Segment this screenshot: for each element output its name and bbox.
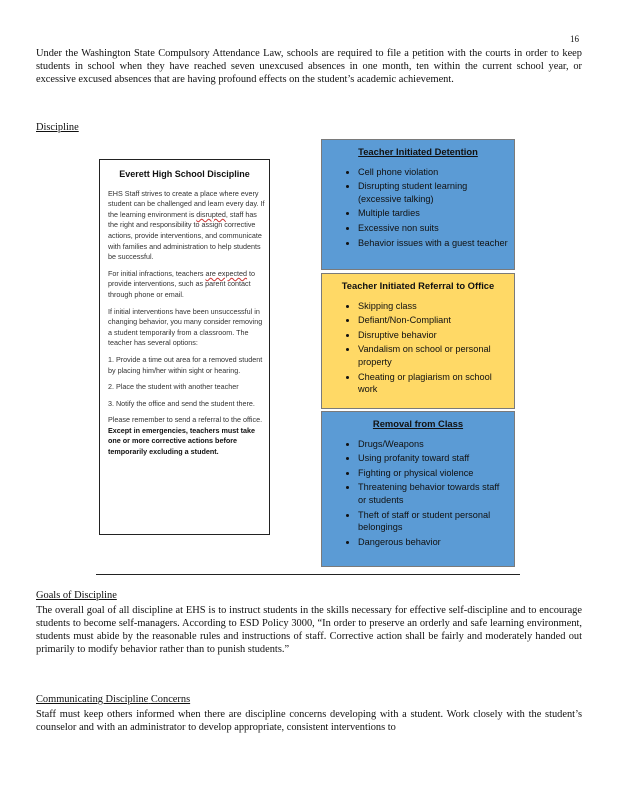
goals-heading (36, 590, 133, 601)
discipline-heading-text: Discipline (36, 122, 79, 133)
ehs-discipline-title: Everett High School Discipline (119, 169, 250, 179)
removal-panel-title: Removal from Class (372, 418, 464, 429)
list-item: • Behavior issues with a guest teacher (358, 237, 508, 250)
discipline-heading (36, 122, 95, 133)
option-2: 2. Place the student with another teacher (108, 382, 239, 392)
detention-panel-title: Teacher Initiated Detention (358, 146, 478, 157)
list-item: • Disrupting student learning (excessive talking) (358, 180, 508, 205)
list-item: • Excessive non suits (358, 222, 508, 235)
communicating-heading-a: Communicating Discipline (36, 694, 149, 705)
referral-reminder-text: Please remember to send a referral to the office. (108, 415, 263, 425)
intro-paragraph: Under the Washington State Compulsory Attendance Law, schools are required to file a petition with the courts in order to keep students in school when they have reached seven unexcused absences in one month, ten within the current school year, or excessive excused absences that are having profound effects on the student’s academic achievement. (36, 48, 582, 85)
option-3: 3. Notify the office and send the student there. (108, 398, 255, 408)
list-item: • Cheating or plagiarism on school work (358, 371, 508, 396)
list-item: • Theft of staff or student personal belongings (358, 509, 508, 534)
list-item: • Dangerous behavior (358, 536, 508, 549)
referral-list (322, 300, 514, 396)
referral-panel (321, 273, 515, 409)
infractions-post: to provide interventions, such as parent contact through phone or email. (108, 268, 256, 299)
list-item: • Disruptive behavior (358, 329, 508, 342)
goals-heading-a: Goals of (36, 590, 72, 601)
list-item: • Multiple tardies (358, 207, 508, 220)
ehs-intro-pre: EHS Staff strives to create a place where every student can be challenged and learn every day. If the learning environment is (108, 188, 265, 219)
list-item: • Using profanity toward staff (358, 452, 508, 465)
goals-paragraph: The overall goal of all discipline at EHS is to instruct students in the skills necessary for effective self-discipline and to encourage students to become self-managers. According to ESD Policy 3000, “In order to preserve an orderly and safe learning environment, students must abide by the reasonable rules and instructions of staff. Corrective action shall be fairly and moderately handed out primarily to modify behavior rather than to punish students.” (36, 605, 582, 655)
list-item: • Fighting or physical violence (358, 467, 508, 480)
list-item: • Defiant/Non-Compliant (358, 314, 508, 327)
referral-panel-title: Teacher Initiated Referral to Office (341, 280, 495, 291)
section-divider (96, 574, 520, 575)
infractions-squiggle: are expected (205, 268, 248, 278)
referral-reminder (108, 415, 265, 457)
ehs-discipline-box (99, 159, 270, 535)
list-item: • Cell phone violation (358, 166, 508, 179)
removal-panel (321, 411, 515, 567)
ehs-intro-post: , staff has the right and responsibility to assign corrective actions, provide interventions, and communicate with families and administration to help students be successful. (108, 209, 262, 262)
goals-heading-b: Discipline (74, 590, 117, 601)
option-1: 1. Provide a time out area for a removed student by placing him/her within sight or hearing. (108, 354, 263, 375)
initial-infractions-text (108, 269, 265, 301)
page-number: 16 (570, 34, 579, 44)
ehs-intro-squiggle: disrupted (196, 209, 226, 219)
list-item: • Drugs/Weapons (358, 438, 508, 451)
detention-list (322, 166, 514, 250)
referral-reminder-strong: Except in emergencies, teachers must take one or more corrective actions before temporarily excluding a student. (108, 425, 256, 457)
ehs-intro-text (108, 189, 265, 263)
unsuccessful-interventions-text: If initial interventions have been unsuccessful in changing behavior, you many consider removing a student temporarily from a classroom. The teacher has several options: (108, 306, 263, 348)
list-item: • Skipping class (358, 300, 508, 313)
detention-panel (321, 139, 515, 270)
communicating-heading (36, 694, 206, 705)
communicating-heading-b: Concerns (150, 694, 191, 705)
list-item: • Threatening behavior towards staff or students (358, 481, 508, 506)
communicating-paragraph: Staff must keep others informed when there are discipline concerns developing with a student. Work closely with the student’s counselor and with an administrator to develop appropriate, consistent interventions to (36, 709, 582, 733)
removal-list (322, 438, 514, 549)
list-item: • Vandalism on school or personal property (358, 343, 508, 368)
infractions-pre: For initial infractions, teachers (108, 268, 206, 278)
